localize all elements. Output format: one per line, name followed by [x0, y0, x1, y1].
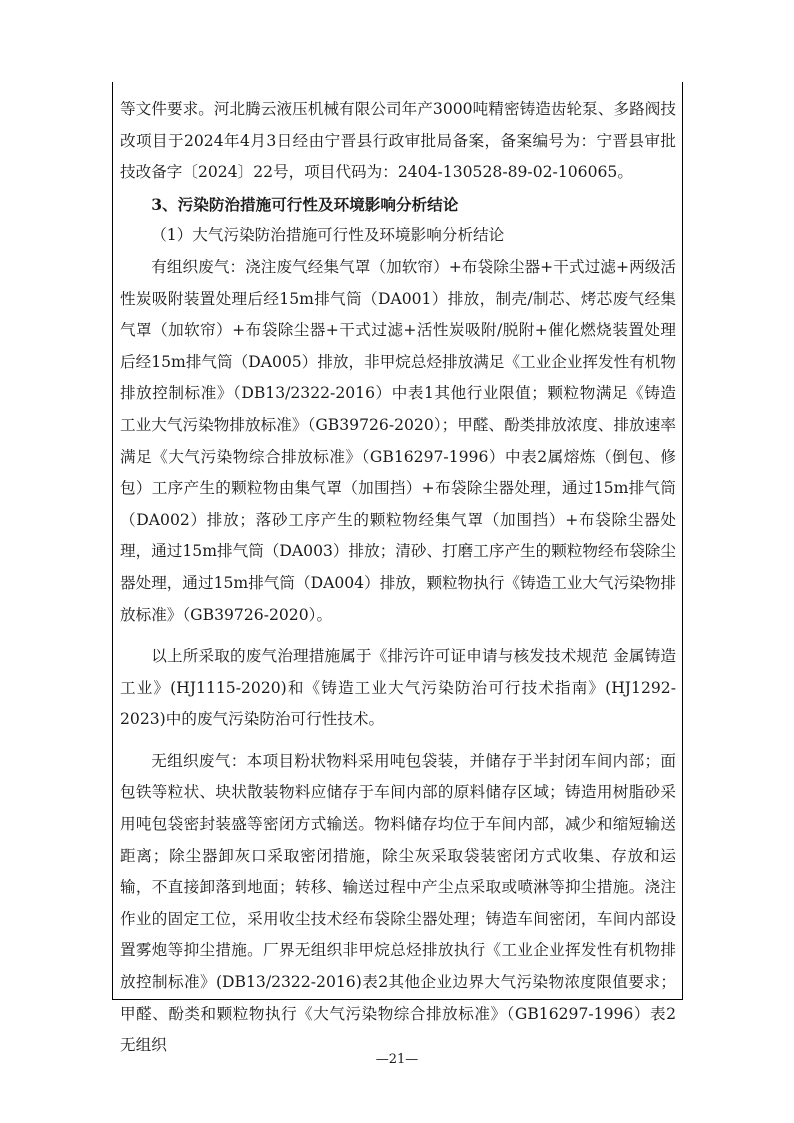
section-heading-pollution-control: 3、污染防治措施可行性及环境影响分析结论 — [151, 194, 459, 214]
paragraph-organized-emissions: 有组织废气：浇注废气经集气罩（加软帘）+布袋除尘器+干式过滤+两级活性炭吸附装置处理后经15m排气筒（DA001）排放，制壳/制芯、烤芯废气经集气罩（加软帘）+布袋除尘器+干式过滤+活性炭吸附/脱附+催化燃烧装置处理后经15m排气筒（DA005）排放，非甲烷总烃排放满足《工业企业挥发性有机物排放控制标准》（DB13/2322-2016）中表1其他行业限值；颗粒物满足《铸造工业大气污染物排放标准》（GB39726-2020）；甲醛、酚类排放浓度、排放速率满足《大气污染物综合排放标准》（GB16297-1996）中表2属熔炼（倒包、修包）工序产生的颗粒物由集气罩（加围挡）+布袋除尘器处理，通过15m排气筒（DA002）排放；落砂工序产生的颗粒物经集气罩（加围挡）+布袋除尘器处理，通过15m排气筒（DA003）排放；清砂、打磨工序产生的颗粒物经布袋除尘器处理，通过15m排气筒（DA004）排放，颗粒物执行《铸造工业大气污染物排放标准》（GB39726-2020）。 — [120, 257, 676, 624]
paragraph-feasible-technology: 以上所采取的废气治理措施属于《排污许可证申请与核发技术规范 金属铸造工业》(HJ1115-2020)和《铸造工业大气污染防治可行技术指南》(HJ1292-2023)中的废气污染防治可行性技术。 — [120, 647, 676, 729]
subsection-heading-air-pollution: （1）大气污染防治措施可行性及环境影响分析结论 — [151, 226, 505, 245]
paragraph-filing-info: 等文件要求。河北腾云液压机械有限公司年产3000吨精密铸造齿轮泵、多路阀技改项目于2024年4月3日经由宁晋县行政审批局备案，备案编号为：宁晋县审批技改备字〔2024〕22号，项目代码为：2404-130528-89-02-106065。 — [120, 100, 676, 182]
paragraph-unorganized-emissions: 无组织废气：本项目粉状物料采用吨包袋装，并储存于半封闭车间内部；面包铁等粒状、块状散装物料应储存于车间内部的原料储存区域；铸造用树脂砂采用吨包袋密封装盛等密闭方式输送。物料储存均位于车间内部，减少和缩短输送距离；除尘器卸灰口采取密闭措施，除尘灰采取袋装密闭方式收集、存放和运输，不直接卸落到地面；转移、输送过程中产尘点采取或喷淋等抑尘措施。浇注作业的固定工位，采用收尘技术经布袋除尘器处理；铸造车间密闭，车间内部设置雾炮等抑尘措施。厂界无组织非甲烷总烃排放执行《工业企业挥发性有机物排放控制标准》(DB13/2322-2016)表2其他企业边界大气污染物浓度限值要求；甲醛、酚类和颗粒物执行《大气污染物综合排放标准》（GB16297-1996）表2无组织 — [120, 751, 676, 1055]
page-number: —21— — [375, 1052, 419, 1067]
document-body — [120, 94, 676, 1062]
